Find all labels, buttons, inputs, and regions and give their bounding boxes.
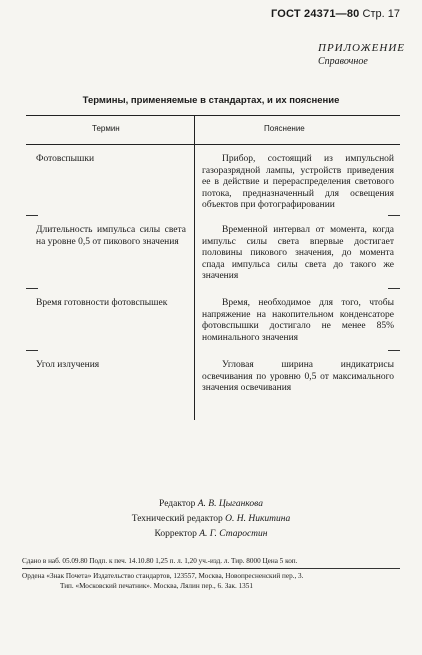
page-number: Стр. 17 [362, 8, 400, 20]
explanation-cell: Прибор, состоящий из импульсной газоразрядной лампы, устройств приведения ее в действие и перераспределения светового потока, предназначенный для освещения объектов при фотографировании [202, 154, 394, 210]
row-separator [26, 350, 38, 351]
editor-label: Редактор [159, 499, 196, 509]
row-separator [26, 288, 38, 289]
row-separator [26, 215, 38, 216]
tech-editor-name: О. Н. Никитина [225, 514, 291, 524]
page-header [271, 8, 400, 20]
term-cell: Время готовности фотовспышек [36, 298, 168, 308]
proofreader-label: Корректор [154, 529, 197, 539]
row-separator [388, 215, 400, 216]
term-cell: Фотовспышки [36, 154, 95, 164]
terms-table [26, 115, 400, 420]
column-header-term: Термин [92, 124, 120, 133]
imprint-line-2: Ордена «Знак Почета» Издательство стандартов, 123557, Москва, Новопресненский пер., 3. [22, 572, 304, 580]
appendix-label [318, 42, 405, 67]
explanation-cell: Время, необходимое для того, чтобы напряжение на накопительном конденсаторе фотовспышки достигало не менее 85% номинального значения [202, 298, 394, 343]
tech-editor-label: Технический редактор [131, 514, 223, 524]
editor-line [0, 497, 422, 512]
proofreader-name: А. Г. Старостин [199, 529, 268, 539]
column-header-explanation: Пояснение [264, 124, 305, 133]
term-cell: Длительность импульса силы света на уровне 0,5 от пикового значения [36, 225, 186, 247]
row-separator [388, 350, 400, 351]
credits-block [0, 497, 422, 542]
table-column-divider [194, 115, 195, 420]
explanation-cell: Угловая ширина индикатрисы освечивания по уровню 0,5 от максимального значения освечивания [202, 360, 394, 393]
imprint-line-1: Сдано в наб. 05.09.80 Подп. к печ. 14.10.80 1,25 п. л. 1,20 уч.-изд. л. Тир. 8000 Цена 5 коп. [22, 557, 298, 565]
table-top-border [26, 115, 400, 116]
imprint-line-3: Тип. «Московский печатник». Москва, Лялин пер., 6. Зак. 1351 [60, 582, 253, 590]
table-header-border [26, 144, 400, 145]
table-title: Термины, применяемые в стандартах, и их пояснение [82, 95, 340, 106]
editor-name: А. В. Цыганкова [197, 499, 263, 509]
term-cell: Угол излучения [36, 360, 100, 370]
tech-editor-line [0, 512, 422, 527]
standard-number: ГОСТ 24371—80 [270, 8, 360, 20]
explanation-cell: Временной интервал от момента, когда импульс силы света впервые достигает половины пикового значения, до момента спада импульса силы света до такого же значения [202, 225, 394, 281]
appendix-title: ПРИЛОЖЕНИЕ [318, 42, 405, 54]
imprint-rule [22, 568, 400, 569]
proofreader-line [0, 527, 422, 542]
appendix-subtitle: Справочное [318, 56, 368, 67]
row-separator [388, 288, 400, 289]
